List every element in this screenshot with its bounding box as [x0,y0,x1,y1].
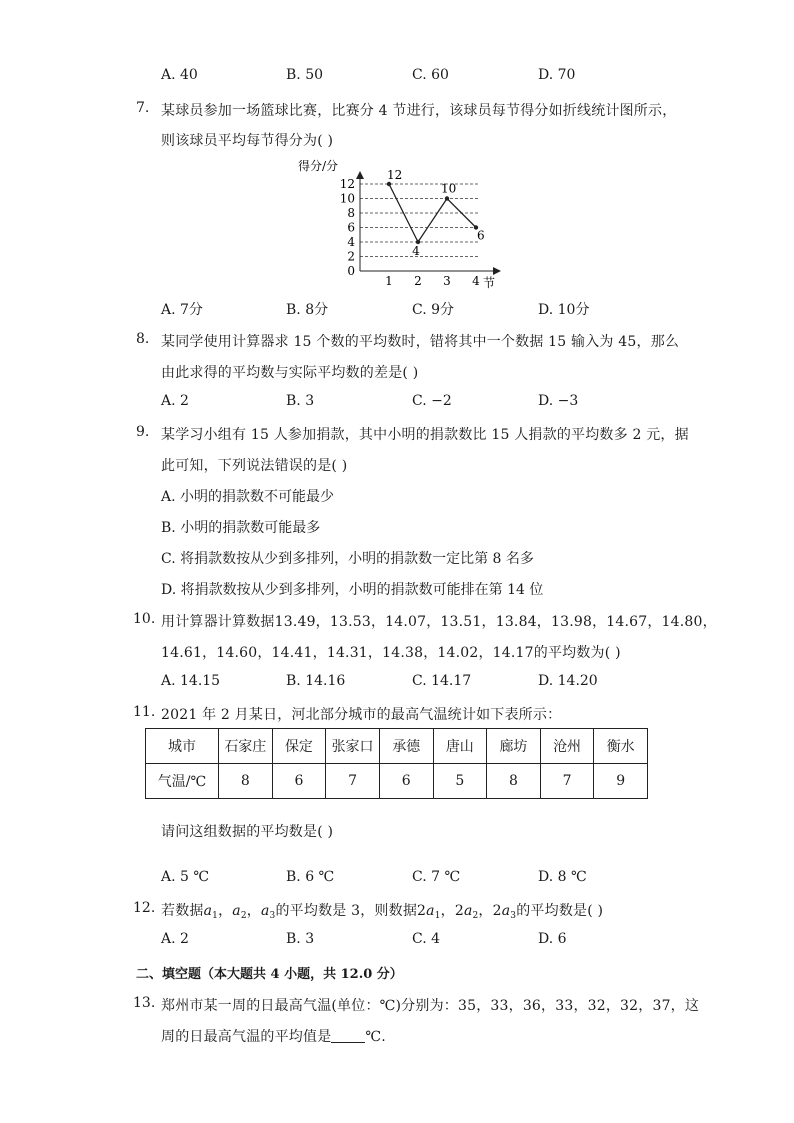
chart-data-label: 10 [441,181,457,196]
q12-mid: 的平均数是 3，则数据 [275,903,418,919]
coef: 2 [417,903,427,919]
q7-text-line2: 则该球员平均每节得分为( ) [161,133,334,149]
q12-post: 的平均数是( ) [516,903,604,919]
table-cell: 9 [594,764,648,799]
q7-option-c: C. 9分 [412,302,455,318]
q12-option-c: C. 4 [412,931,441,947]
table-cell: 8 [487,764,541,799]
q6-option-a: A. 40 [161,67,198,83]
q12-pre: 若数据 [161,903,204,919]
table-cell: 唐山 [433,729,487,764]
chart-y-axis-arrow [356,171,364,179]
q9-option-c: C. 将捐款数按从少到多排列，小明的捐款数一定比第 8 名多 [161,551,534,567]
subscript: 2 [472,911,479,921]
var-a: a [232,903,241,919]
subscript: 3 [510,911,517,921]
chart-data-label: 12 [387,168,403,182]
chart-xlabel: 节 [483,276,496,290]
var-a: a [260,903,270,919]
separator: ， [246,903,261,919]
table-cell: 6 [272,764,326,799]
q10-option-a: A. 14.15 [161,673,221,689]
table-cell: 6 [379,764,433,799]
q10-text-line2: 14.61，14.60，14.41，14.31，14.38，14.02，14.17的平均数为( ) [161,645,621,661]
q13-text-line1: 郑州市某一周的日最高气温(单位：℃)分别为：35，33，36，33，32，32，37，这 [161,998,700,1014]
q8-option-c: C. −2 [412,393,452,409]
q10-option-d: D. 14.20 [538,673,598,689]
q6-option-b: B. 50 [286,67,324,83]
q11-option-d: D. 8 ℃ [538,869,587,885]
q9-text-line1: 某学习小组有 15 人参加捐款，其中小明的捐款数比 15 人捐款的平均数多 2 元，据 [161,427,689,443]
subscript: 1 [434,911,441,921]
q7-text-line1: 某球员参加一场篮球比赛，比赛分 4 节进行，该球员每节得分如折线统计图所示， [161,103,677,119]
q12-number: 12. [133,900,156,916]
table-row [146,764,648,799]
chart-point [445,196,449,200]
q13-line2-a: 周的日最高气温的平均值是 [161,1029,332,1045]
chart-x-tick-label: 4 [472,274,480,288]
var-a: a [426,903,435,919]
answer-blank[interactable] [331,1028,365,1043]
q8-text-line1: 某同学使用计算器求 15 个数的平均数时，错将其中一个数据 15 输入为 45，那么 [161,334,680,350]
var-a: a [463,903,473,919]
chart-x-tick-label: 2 [414,274,422,288]
subscript: 3 [269,911,276,921]
q11-number: 11. [133,704,156,720]
chart-x-tick-label: 3 [443,274,451,288]
chart-y-tick-label: 4 [347,235,355,249]
q10-number: 10. [133,611,156,627]
q12-option-b: B. 3 [286,931,315,947]
q11-option-c: C. 7 ℃ [412,869,461,885]
q11-option-a: A. 5 ℃ [161,869,210,885]
separator: ， [440,903,455,919]
table-cell: 衡水 [594,729,648,764]
table-cell: 7 [540,764,594,799]
q13-line2-b: ℃. [365,1029,386,1045]
chart-x-axis-arrow [493,267,501,275]
chart-y-tick-label: 12 [339,177,355,191]
q7-option-d: D. 10分 [538,302,590,318]
table-cell: 沧州 [540,729,594,764]
chart-point [387,182,391,186]
q8-number: 8. [136,331,150,347]
table-header-row [146,729,648,764]
table-cell: 石家庄 [219,729,273,764]
q7-option-b: B. 8分 [286,302,329,318]
q12-option-a: A. 2 [161,931,189,947]
coef: 2 [492,903,502,919]
chart-data-label: 6 [477,228,485,243]
q11-ask: 请问这组数据的平均数是( ) [161,824,334,840]
separator: ， [218,903,233,919]
chart-y-tick-label: 2 [347,249,355,264]
table-cell: 7 [326,764,380,799]
q6-option-d: D. 70 [538,67,576,83]
chart-y-tick-label: 0 [347,264,355,278]
var-a: a [203,903,213,919]
q12-option-d: D. 6 [538,931,567,947]
temperature-table [145,728,648,799]
chart-y-tick-label: 6 [347,220,355,235]
q7-number: 7. [136,100,150,116]
coef: 2 [454,903,464,919]
q11-option-b: B. 6 ℃ [286,869,335,885]
chart-x-tick-label: 1 [385,274,393,288]
separator: ， [478,903,493,919]
q8-option-a: A. 2 [161,393,189,409]
chart-x-ticks [385,274,480,288]
table-cell: 气温/℃ [146,764,219,799]
chart-ylabel: 得分/分 [298,159,339,173]
section-title: 二、填空题（本大题共 4 小题，共 12.0 分） [136,967,403,982]
q8-option-d: D. −3 [538,393,579,409]
q12-text [161,900,603,920]
q13-text-line2 [161,1026,386,1046]
q9-text-line2: 此可知，下列说法错误的是( ) [161,458,348,474]
q9-number: 9. [136,424,150,440]
chart-data-label: 4 [412,244,420,258]
q7-option-a: A. 7分 [161,302,203,318]
q8-text-line2: 由此求得的平均数与实际平均数的差是( ) [161,365,419,381]
table-cell: 5 [433,764,487,799]
table-cell: 城市 [146,729,219,764]
subscript: 2 [240,911,247,921]
q9-option-d: D. 将捐款数按从少到多排列，小明的捐款数可能排在第 14 位 [161,582,544,598]
q7-line-chart [290,155,510,290]
chart-y-tick-label: 10 [339,191,355,206]
table-cell: 承德 [379,729,433,764]
q9-option-b: B. 小明的捐款数可能最多 [161,520,321,536]
chart-gridlines [360,181,480,257]
table-cell: 8 [219,764,273,799]
q10-text-line1: 用计算器计算数据13.49，13.53，14.07，13.51，13.84，13.98，14.67，14.80， [161,614,717,630]
var-a: a [501,903,511,919]
q6-option-c: C. 60 [412,67,449,83]
table-cell: 廊坊 [487,729,541,764]
q11-text-line1: 2021 年 2 月某日，河北部分城市的最高气温统计如下表所示： [161,707,562,723]
chart-y-tick-label: 8 [347,206,355,220]
table-cell: 张家口 [326,729,380,764]
q13-number: 13. [133,995,156,1011]
q10-option-c: C. 14.17 [412,673,472,689]
q9-option-a: A. 小明的捐款数不可能最少 [161,489,335,505]
table-cell: 保定 [272,729,326,764]
chart-y-ticks [340,177,356,278]
q10-option-b: B. 14.16 [286,673,346,689]
q8-option-b: B. 3 [286,393,315,409]
subscript: 1 [212,911,219,921]
